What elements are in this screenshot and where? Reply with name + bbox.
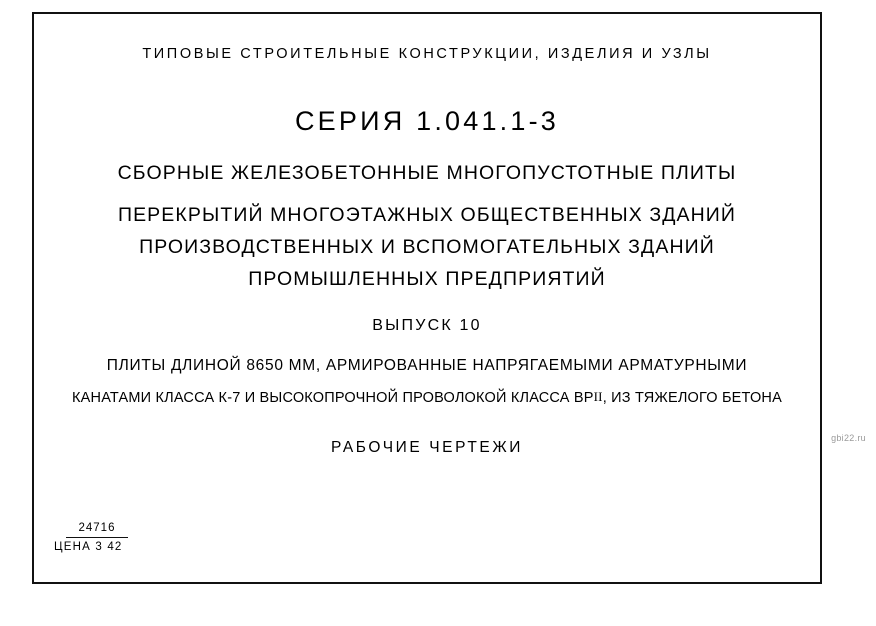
- title-line-4: ПРОМЫШЛЕННЫХ ПРЕДПРИЯТИЙ: [248, 268, 606, 290]
- description-line-1: ПЛИТЫ ДЛИНОЙ 8650 ММ, АРМИРОВАННЫЕ НАПРЯГАЕМЫМИ АРМАТУРНЫМИ: [106, 357, 748, 374]
- working-drawings-label: РАБОЧИЕ ЧЕРТЕЖИ: [330, 439, 524, 456]
- price-block: [54, 521, 174, 554]
- title-line-1: СБОРНЫЕ ЖЕЛЕЗОБЕТОННЫЕ МНОГОПУСТОТНЫЕ ПЛИТЫ: [117, 162, 737, 184]
- steel-class-roman-numeral: II: [593, 389, 603, 404]
- catalog-number: 24716: [66, 521, 128, 537]
- title-line-2: ПЕРЕКРЫТИЙ МНОГОЭТАЖНЫХ ОБЩЕСТВЕННЫХ ЗДАНИЙ: [117, 204, 737, 226]
- description-line-2: [34, 389, 820, 406]
- price-value: ЦЕНА 3 42: [54, 540, 123, 553]
- document-border-frame: [32, 12, 822, 584]
- description-line-2-part-a: КАНАТАМИ КЛАССА К-7 И ВЫСОКОПРОЧНОЙ ПРОВОЛОКОЙ КЛАССА ВР: [72, 390, 594, 406]
- document-kicker: ТИПОВЫЕ СТРОИТЕЛЬНЫЕ КОНСТРУКЦИИ, ИЗДЕЛИЯ И УЗЛЫ: [142, 46, 712, 62]
- document-content: [34, 14, 820, 582]
- title-line-3: ПРОИЗВОДСТВЕННЫХ И ВСПОМОГАТЕЛЬНЫХ ЗДАНИЙ: [139, 236, 715, 258]
- description-line-2-part-b: , ИЗ ТЯЖЕЛОГО БЕТОНА: [602, 390, 782, 406]
- series-number: СЕРИЯ 1.041.1-3: [294, 106, 559, 136]
- watermark-label: gbi22.ru: [831, 433, 866, 443]
- issue-number: ВЫПУСК 10: [372, 317, 482, 334]
